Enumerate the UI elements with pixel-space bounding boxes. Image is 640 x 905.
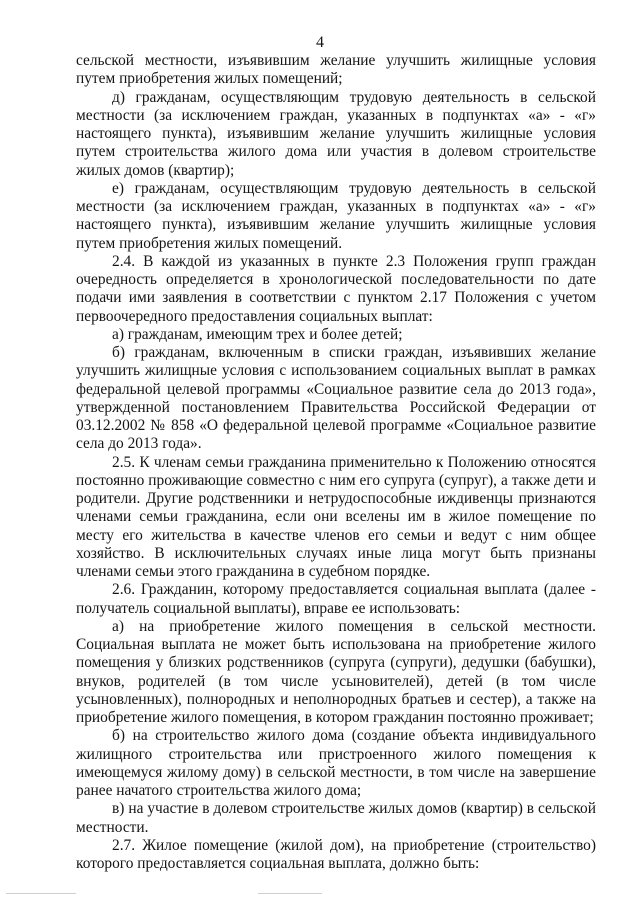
paragraph-2-5: 2.5. К членам семьи гражданина применительно к Положению относятся постоянно проживающие совместно с ним его супруга (супруг), а также дети и родители. Другие родственники и нетрудоспособные иждивенцы признаются членами семьи гражданина, если они вселены им в жилое помещение по месту его жительства в качестве членов его семьи и ведут с ним общее хозяйство. В исключительных случаях иные лица могут быть признаны членами семьи этого гражданина в судебном порядке. <box>76 453 596 580</box>
paragraph-2-7: 2.7. Жилое помещение (жилой дом), на приобретение (строительство) которого предоставляется социальная выплата, должно быть: <box>76 836 596 872</box>
paragraph-item-e: е) гражданам, осуществляющим трудовую деятельность в сельской местности (за исключением граждан, указанных в подпунктах «а» - «г» настоящего пункта), изъявившим желание улучшить жилищные условия путем приобретения жилых помещений. <box>76 179 596 252</box>
paragraph-2-6: 2.6. Гражданин, которому предоставляется социальная выплата (далее - получатель социальной выплаты), вправе ее использовать: <box>76 581 596 617</box>
paragraph-2-6-b: б) на строительство жилого дома (создание объекта индивидуального жилищного строительства или пристроенного жилого помещения к имеющемуся жилому дому) в сельской местности, в том числе на завершение ранее начатого строительства жилого дома; <box>76 727 596 799</box>
scan-edge-line-left <box>6 893 76 894</box>
paragraph-2-4-a: а) гражданам, имеющим трех и более детей; <box>112 325 403 343</box>
paragraph-2-6-a: а) на приобретение жилого помещения в сельской местности. Социальная выплата не может быть использована на приобретение жилого помещения у близких родственников (супруга (супруги), дедушки (бабушки), внуков, родителей (в том числе усыновителей), детей (в том числе усыновленных), полнородных и неполнородных братьев и сестер), а также на приобретение жилого помещения, в котором гражданин постоянно проживает; <box>76 617 596 726</box>
paragraph-2-4: 2.4. В каждой из указанных в пункте 2.3 Положения групп граждан очередность определяется в хронологической последовательности по дате подачи ими заявления в соответствии с пунктом 2.17 Положения с учетом первоочередного предоставления социальных выплат: <box>76 252 596 325</box>
page-number: 4 <box>316 34 324 51</box>
paragraph-2-6-v: в) на участие в долевом строительстве жилых домов (квартир) в сельской местности. <box>76 800 596 836</box>
document-body <box>76 52 596 873</box>
paragraph-2-4-b: б) гражданам, включенным в списки граждан, изъявивших желание улучшить жилищные условия с использованием социальных выплат в рамках федеральной целевой программы «Социальное развитие села до 2013 года», утвержденной постановлением Правительства Российской Федерации от 03.12.2002 № 858 «О федеральной целевой программе «Социальное развитие села до 2013 года». <box>76 344 596 453</box>
paragraph-continuation: сельской местности, изъявившим желание улучшить жилищные условия путем приобретения жилых помещений; <box>76 52 596 88</box>
scan-edge-line-center <box>258 893 322 894</box>
paragraph-item-d: д) гражданам, осуществляющим трудовую деятельность в сельской местности (за исключением граждан, указанных в подпунктах «а» - «г» настоящего пункта), изъявившим желание улучшить жилищные условия путем строительства жилого дома или участия в долевом строительстве жилых домов (квартир); <box>76 88 596 179</box>
